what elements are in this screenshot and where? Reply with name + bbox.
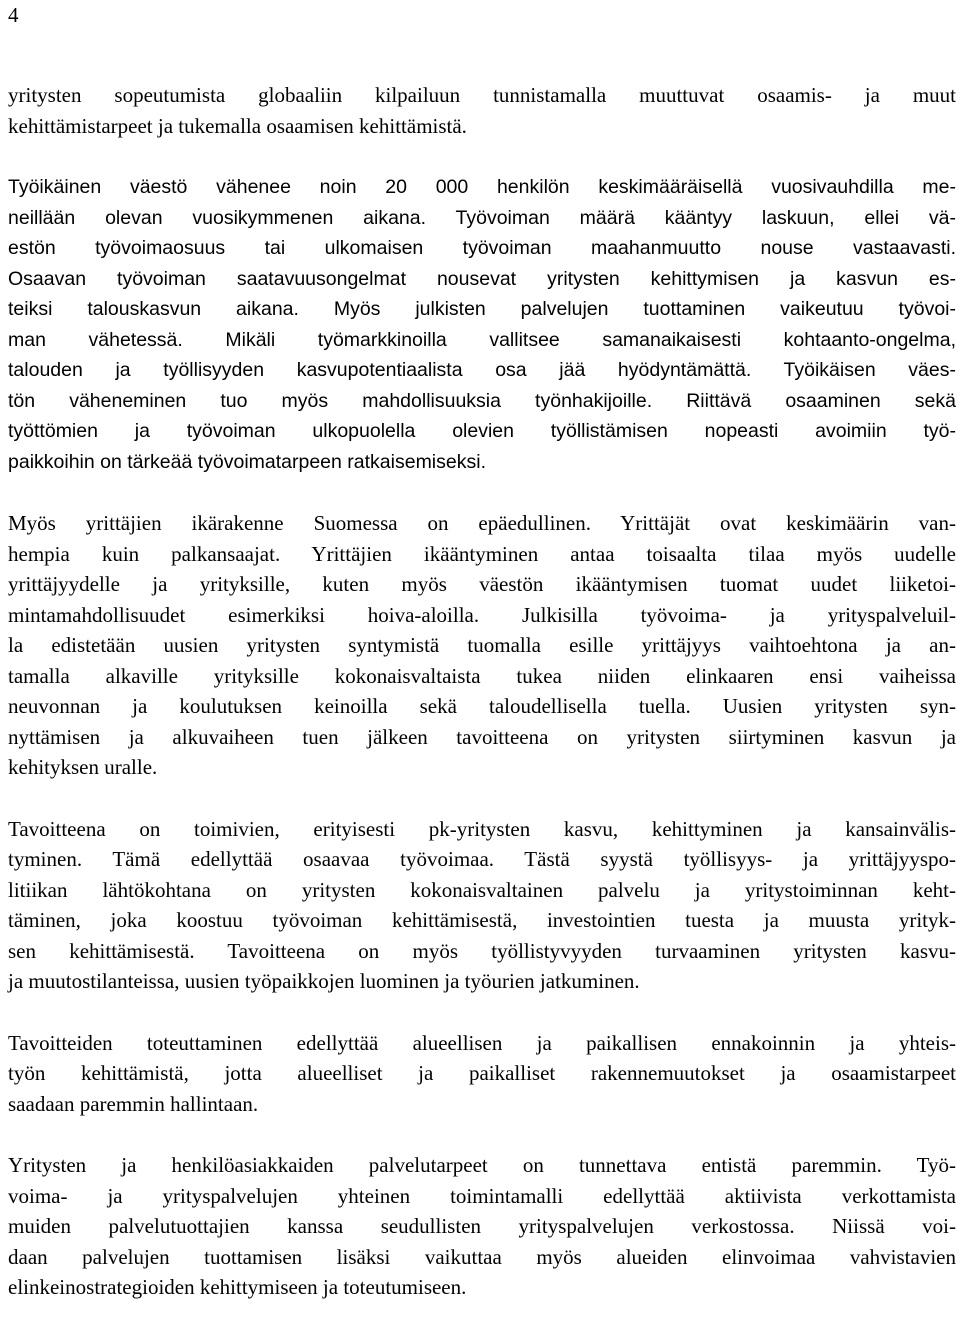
text-line: mintamahdollisuudet esimerkiksi hoiva-aloilla. Julkisilla työvoima- ja yrityspalveluil- [8, 602, 956, 627]
document-body [8, 80, 956, 1334]
text-line: hempia kuin palkansaajat. Yrittäjien ikääntyminen antaa toisaalta tilaa myös uudelle [8, 541, 956, 566]
text-line: tön väheneminen tuo myös mahdollisuuksia työnhakijoille. Riittävä osaaminen sekä [8, 389, 956, 412]
text-line: Tavoitteiden toteuttaminen edellyttää alueellisen ja paikallisen ennakoinnin ja yhteis- [8, 1030, 956, 1055]
text-line: työttömien ja työvoiman ulkopuolella olevien työllistämisen nopeasti avoimiin työ- [8, 420, 956, 442]
paragraph-3 [8, 508, 956, 783]
text-line: daan palvelujen tuottamisen lisäksi vaikuttaa myös alueiden elinvoimaa vahvistavien [8, 1244, 956, 1269]
text-line: paikkoihin on tärkeää työvoimatarpeen ratkaisemiseksi. [8, 450, 486, 473]
text-line: Yritysten ja henkilöasiakkaiden palvelutarpeet on tunnettava entistä paremmin. Työ- [8, 1153, 956, 1177]
text-line: nyttämisen ja alkuvaiheen tuen jälkeen tavoitteena on yritysten siirtyminen kasvun ja [8, 724, 956, 749]
text-line: neuvonnan ja koulutuksen keinoilla sekä taloudellisella tuella. Uusien yritysten syn- [8, 694, 956, 718]
text-line: täminen, joka koostuu työvoiman kehittämisestä, investointien tuesta ja muusta yrityk- [8, 908, 956, 932]
text-line: la edistetään uusien yritysten syntymistä tuomalla esille yrittäjyys vaihtoehtona ja an- [8, 633, 956, 657]
text-line: talouden ja työllisyyden kasvupotentiaalista osa jää hyödyntämättä. Työikäisen väes- [8, 359, 956, 381]
text-line: Tavoitteena on toimivien, erityisesti pk-yritysten kasvu, kehittyminen ja kansainvälis- [8, 816, 956, 841]
paragraph-5 [8, 1028, 956, 1120]
paragraph-6 [8, 1150, 956, 1303]
paragraph-4 [8, 814, 956, 997]
text-line: työn kehittämistä, jotta alueelliset ja paikalliset rakennemuutokset ja osaamistarpeet [8, 1061, 956, 1085]
text-line: teiksi talouskasvun aikana. Myös julkisten palvelujen tuottaminen vaikeutuu työvoi- [8, 298, 956, 320]
text-line: tyminen. Tämä edellyttää osaavaa työvoimaa. Tästä syystä työllisyys- ja yrittäjyyspo- [8, 847, 956, 871]
paragraph-1 [8, 80, 956, 141]
text-line: kehittämistarpeet ja tukemalla osaamisen kehittämistä. [8, 113, 467, 138]
text-line: elinkeinostrategioiden kehittymiseen ja toteutumiseen. [8, 1275, 467, 1299]
page-number: 4 [8, 3, 19, 27]
text-line: saadaan paremmin hallintaan. [8, 1091, 259, 1116]
text-line: estön työvoimaosuus tai ulkomaisen työvoiman maahanmuutto nouse vastaavasti. [8, 237, 956, 259]
text-line: sen kehittämisestä. Tavoitteena on myös työllistyvyyden turvaaminen yritysten kasvu- [8, 938, 956, 963]
text-line: Työikäinen väestö vähenee noin 20 000 henkilön keskimääräisellä vuosivauhdilla me- [8, 176, 956, 198]
text-line: muiden palvelutuottajien kanssa seudullisten yrityspalvelujen verkostossa. Niissä voi- [8, 1214, 956, 1238]
text-line: litiikan lähtökohtana on yritysten kokonaisvaltainen palvelu ja yritystoiminnan keht- [8, 877, 956, 902]
text-line: Myös yrittäjien ikärakenne Suomessa on epäedullinen. Yrittäjät ovat keskimäärin van- [8, 511, 956, 535]
text-line: kehityksen uralle. [8, 755, 158, 779]
paragraph-2 [8, 172, 956, 477]
text-line: voima- ja yrityspalvelujen yhteinen toimintamalli edellyttää aktiivista verkottamista [8, 1183, 956, 1208]
text-line: tamalla alkaville yrityksille kokonaisvaltaista tukea niiden elinkaaren ensi vaiheissa [8, 663, 956, 688]
text-line: man vähetessä. Mikäli työmarkkinoilla vallitsee samanaikaisesti kohtaanto-ongelma, [8, 328, 956, 351]
text-line: ja muutostilanteissa, uusien työpaikkojen luominen ja työurien jatkuminen. [8, 969, 640, 993]
text-line: yrittäjyydelle ja yrityksille, kuten myös väestön ikääntymisen tuomat uudet liiketoi- [8, 572, 956, 596]
text-line: Osaavan työvoiman saatavuusongelmat nousevat yritysten kehittymisen ja kasvun es- [8, 267, 956, 290]
text-line: yritysten sopeutumista globaaliin kilpailuun tunnistamalla muuttuvat osaamis- ja muut [8, 83, 956, 107]
text-line: neillään olevan vuosikymmenen aikana. Työvoiman määrä kääntyy laskuun, ellei vä- [8, 206, 956, 229]
